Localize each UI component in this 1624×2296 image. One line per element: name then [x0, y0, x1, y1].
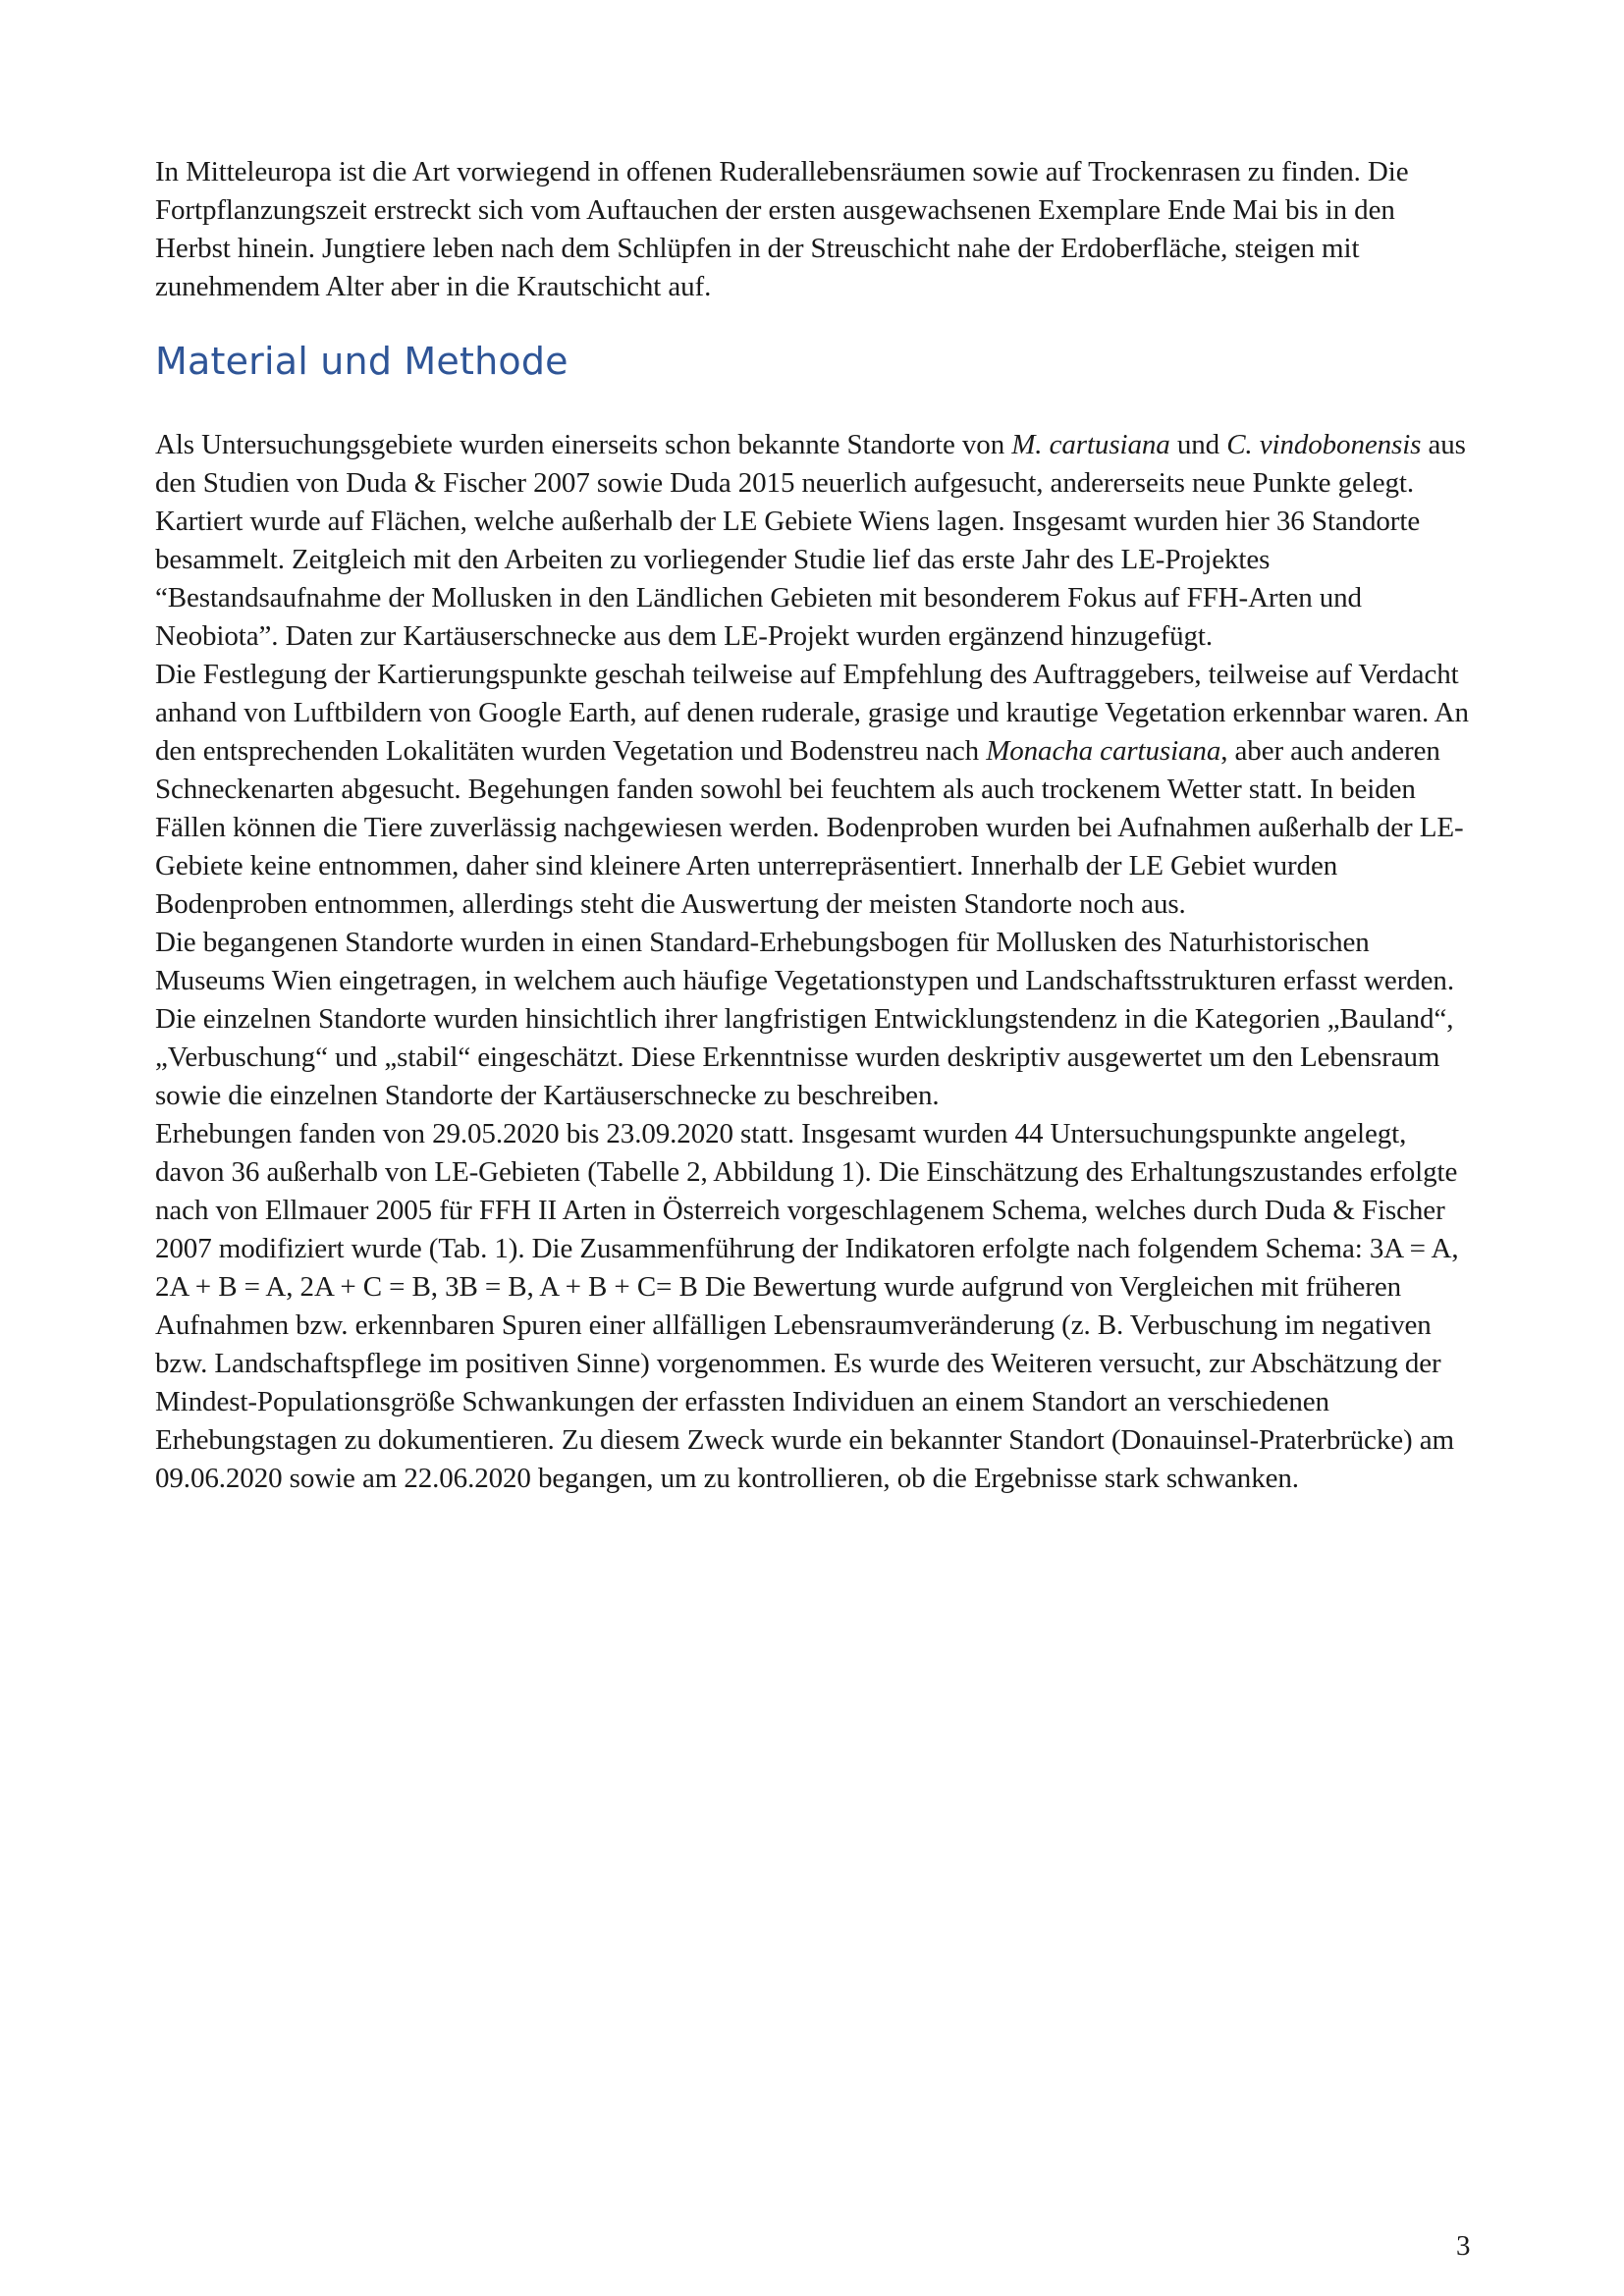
methods-paragraph-1 [155, 426, 1476, 656]
methods-p1-text-2: und [1169, 429, 1227, 460]
species-name-m-cartusiana: M. cartusiana [1011, 429, 1170, 460]
methods-paragraph-2 [155, 656, 1476, 924]
species-name-c-vindobonensis: C. vindobonensis [1226, 429, 1422, 460]
methods-p1-text-1: Als Untersuchungsgebiete wurden einerseits schon bekannte Standorte von [155, 429, 1012, 460]
methods-paragraph-3: Die begangenen Standorte wurden in einen Standard-Erhebungsbogen für Mollusken des Naturhistorischen Museums Wien eingetragen, in welchem auch häufige Vegetationstypen und Landschaftsstrukturen erfasst werden. Die einzelnen Standorte wurden hinsichtlich ihrer langfristigen Entwicklungstendenz in die Kategorien „Bauland“, „Verbuschung“ und „stabil“ eingeschätzt. Diese Erkenntnisse wurden deskriptiv ausgewertet um den Lebensraum sowie die einzelnen Standorte der Kartäuserschnecke zu beschreiben. [155, 927, 1454, 1111]
intro-paragraph-block [155, 153, 1476, 306]
methods-section [155, 426, 1476, 1498]
methods-paragraph-4: Erhebungen fanden von 29.05.2020 bis 23.09.2020 statt. Insgesamt wurden 44 Untersuchungspunkte angelegt, davon 36 außerhalb von LE-Gebieten (Tabelle 2, Abbildung 1). Die Einschätzung des Erhaltungszustandes erfolgte nach von Ellmauer 2005 für FFH II Arten in Österreich vorgeschlagenem Schema, welches durch Duda & Fischer 2007 modifiziert wurde (Tab. 1). Die Zusammenführung der Indikatoren erfolgte nach folgendem Schema: 3A = A, 2A + B = A, 2A + C = B, 3B = B, A + B + C= B Die Bewertung wurde aufgrund von Vergleichen mit früheren Aufnahmen bzw. erkennbaren Spuren einer allfälligen Lebensraumveränderung (z. B. Verbuschung im negativen bzw. Landschaftspflege im positiven Sinne) vorgenommen. Es wurde des Weiteren versucht, zur Abschätzung der Mindest-Populationsgröße Schwankungen der erfassten Individuen an einem Standort an verschiedenen Erhebungstagen zu dokumentieren. Zu diesem Zweck wurde ein bekannter Standort (Donauinsel-Praterbrücke) am 09.06.2020 sowie am 22.06.2020 begangen, um zu kontrollieren, ob die Ergebnisse stark schwanken. [155, 1118, 1459, 1494]
intro-paragraph: In Mitteleuropa ist die Art vorwiegend in offenen Ruderallebensräumen sowie auf Trockenrasen zu finden. Die Fortpflanzungszeit erstreckt sich vom Auftauchen der ersten ausgewachsenen Exemplare Ende Mai bis in den Herbst hinein. Jungtiere leben nach dem Schlüpfen in der Streuschicht nahe der Erdoberfläche, steigen mit zunehmendem Alter aber in die Krautschicht auf. [155, 156, 1409, 302]
methods-p2-text-2: , aber auch anderen Schneckenarten abgesucht. Begehungen fanden sowohl bei feuchtem als auch trockenem Wetter statt. In beiden Fällen können die Tiere zuverlässig nachgewiesen werden. Bodenproben wurden bei Aufnahmen außerhalb der LE-Gebiete keine entnommen, daher sind kleinere Arten unterrepräsentiert. Innerhalb der LE Gebiet wurden Bodenproben entnommen, allerdings steht die Auswertung der meisten Standorte noch aus. [155, 735, 1464, 920]
page-number: 3 [1456, 2230, 1471, 2262]
section-heading: Material und Methode [155, 340, 568, 383]
species-name-monacha-cartusiana: Monacha cartusiana [986, 735, 1221, 767]
methods-p2-text-1: Die Festlegung der Kartierungspunkte geschah teilweise auf Empfehlung des Auftraggebers, teilweise auf Verdacht anhand von Luftbildern von Google Earth, auf denen ruderale, grasige und krautige Vegetation erkennbar waren. An den entsprechenden Lokalitäten wurden Vegetation und Bodenstreu nach [155, 659, 1469, 767]
methods-p1-text-3: aus den Studien von Duda & Fischer 2007 sowie Duda 2015 neuerlich aufgesucht, andererseits neue Punkte gelegt. Kartiert wurde auf Flächen, welche außerhalb der LE Gebiete Wiens lagen. Insgesamt wurden hier 36 Standorte besammelt. Zeitgleich mit den Arbeiten zu vorliegender Studie lief das erste Jahr des LE-Projektes “Bestandsaufnahme der Mollusken in den Ländlichen Gebieten mit besonderem Fokus auf FFH-Arten und Neobiota”. Daten zur Kartäuserschnecke aus dem LE-Projekt wurden ergänzend hinzugefügt. [155, 429, 1466, 652]
